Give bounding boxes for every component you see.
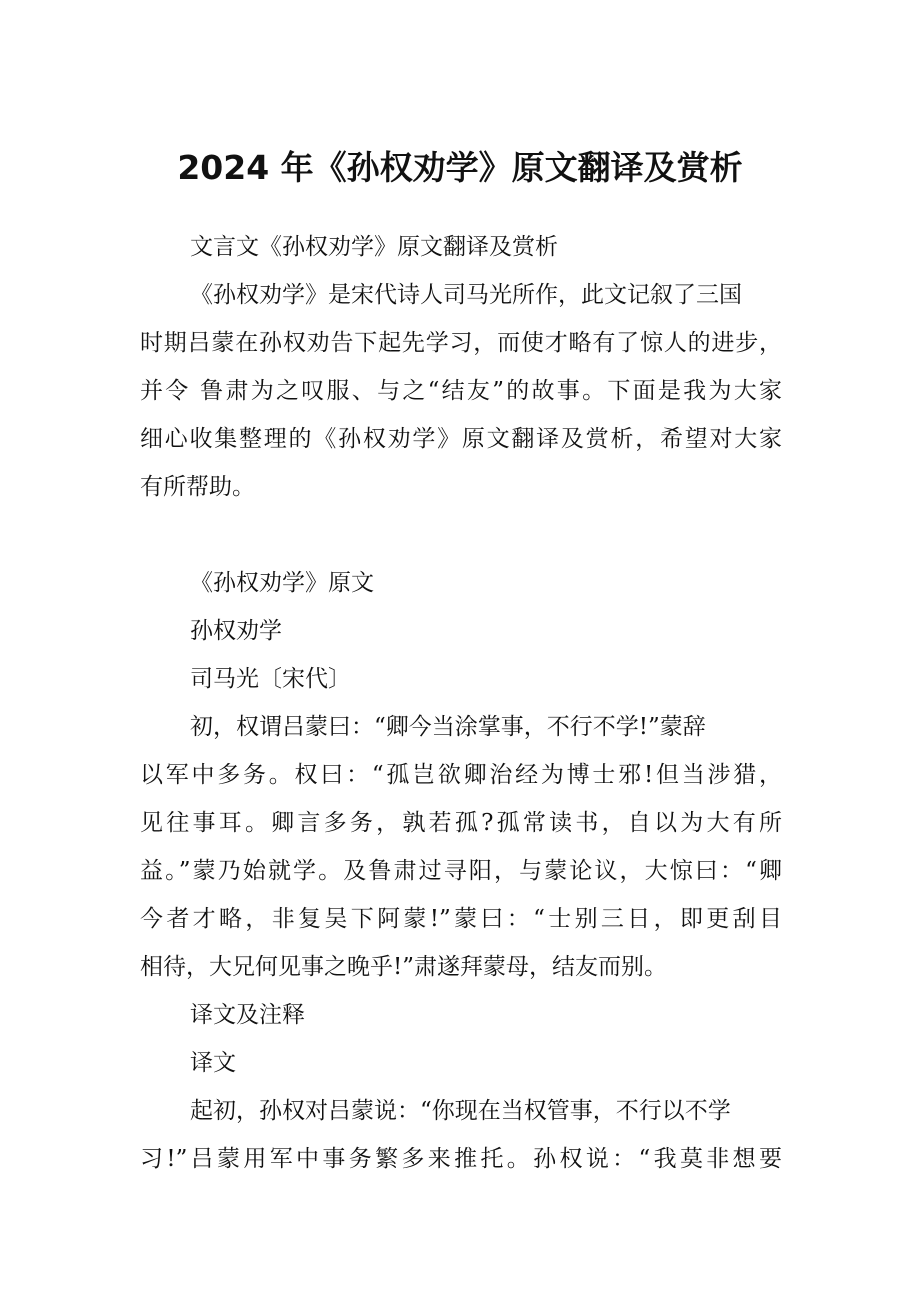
intro-line-5: 有所帮助。 bbox=[140, 474, 255, 500]
author-line: 司马光〔宋代〕 bbox=[190, 666, 351, 692]
original-line-2: 以军中多务。权曰：“孤岂欲卿治经为博士邪!但当涉猎， bbox=[140, 762, 782, 788]
intro-line-4: 细心收集整理的《孙权劝学》原文翻译及赏析，希望对大家 bbox=[140, 426, 782, 452]
subtitle-line: 文言文《孙权劝学》原文翻译及赏析 bbox=[190, 234, 558, 260]
original-line-3: 见往事耳。卿言多务，孰若孤?孤常读书，自以为大有所 bbox=[140, 810, 782, 836]
translation-subheading: 译文 bbox=[190, 1050, 236, 1076]
document-title: 2024 年《孙权劝学》原文翻译及赏析 bbox=[177, 148, 743, 187]
intro-line-3: 并令 鲁肃为之叹服、与之“结友”的故事。下面是我为大家 bbox=[140, 378, 782, 404]
intro-line-1: 《孙权劝学》是宋代诗人司马光所作，此文记叙了三国 bbox=[190, 282, 742, 308]
work-title: 孙权劝学 bbox=[190, 618, 282, 644]
translation-heading: 译文及注释 bbox=[190, 1002, 305, 1028]
original-line-5: 今者才略，非复吴下阿蒙!”蒙曰：“士别三日，即更刮目 bbox=[140, 906, 782, 932]
original-line-4: 益。”蒙乃始就学。及鲁肃过寻阳，与蒙论议，大惊曰：“卿 bbox=[140, 858, 782, 884]
intro-line-2: 时期吕蒙在孙权劝告下起先学习，而使才略有了惊人的进步， bbox=[140, 330, 782, 356]
original-heading: 《孙权劝学》原文 bbox=[190, 570, 374, 596]
original-line-1: 初，权谓吕蒙曰：“卿今当涂掌事，不行不学!”蒙辞 bbox=[190, 714, 706, 740]
original-line-6: 相待，大兄何见事之晚乎!”肃遂拜蒙母，结友而别。 bbox=[140, 954, 668, 980]
translation-line-1: 起初，孙权对吕蒙说：“你现在当权管事，不行以不学 bbox=[190, 1098, 731, 1124]
translation-line-2: 习!”吕蒙用军中事务繁多来推托。孙权说：“我莫非想要 bbox=[140, 1146, 782, 1172]
